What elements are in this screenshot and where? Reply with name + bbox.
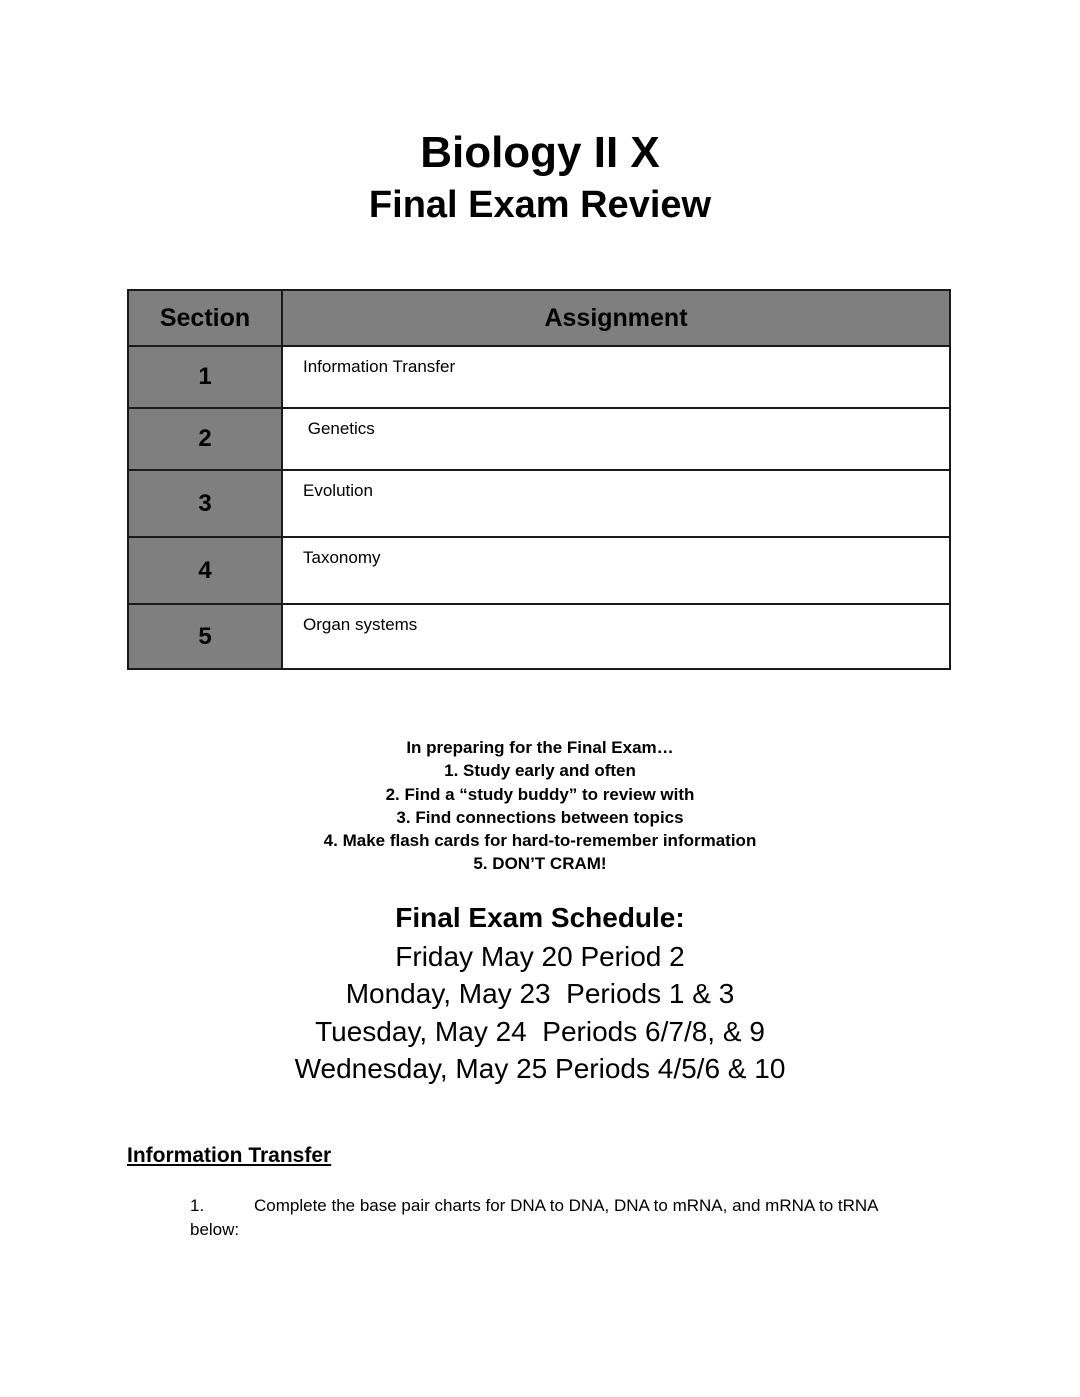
table-row xyxy=(128,470,950,537)
tip-item: 1. Study early and often xyxy=(444,761,636,781)
question-item xyxy=(190,1194,930,1241)
assignment-cell: Information Transfer xyxy=(282,346,950,408)
schedule-line: Friday May 20 Period 2 xyxy=(395,941,685,972)
tip-item: 4. Make flash cards for hard-to-remember information xyxy=(323,831,757,851)
schedule-line: Wednesday, May 25 Periods 4/5/6 & 10 xyxy=(294,1052,786,1084)
table-row xyxy=(128,346,950,408)
assignment-cell: Organ systems xyxy=(282,604,950,669)
section-number: 4 xyxy=(128,537,282,604)
document-title: Biology II X xyxy=(420,128,660,177)
table-row xyxy=(128,604,950,669)
preparation-heading: In preparing for the Final Exam… xyxy=(406,738,674,757)
table-row xyxy=(128,408,950,470)
question-text: Complete the base pair charts for DNA to DNA, DNA to mRNA, and mRNA to tRNA below: xyxy=(190,1196,878,1239)
sections-table xyxy=(127,289,951,670)
section-number: 3 xyxy=(128,470,282,537)
document-subtitle: Final Exam Review xyxy=(368,184,712,226)
assignment-cell: Taxonomy xyxy=(282,537,950,604)
section-number: 2 xyxy=(128,408,282,470)
column-header-section: Section xyxy=(128,290,282,346)
schedule-heading: Final Exam Schedule: xyxy=(395,902,685,933)
tip-item: 2. Find a “study buddy” to review with xyxy=(385,784,695,804)
question-number: 1. xyxy=(190,1196,205,1215)
tip-item: 3. Find connections between topics xyxy=(396,807,684,827)
schedule-line: Monday, May 23 Periods 1 & 3 xyxy=(345,978,735,1010)
table-row xyxy=(128,537,950,604)
table-header-row xyxy=(128,290,950,346)
tip-item: 5. DON’T CRAM! xyxy=(473,854,607,874)
section-number: 1 xyxy=(128,346,282,408)
schedule-line: Tuesday, May 24 Periods 6/7/8, & 9 xyxy=(315,1015,765,1047)
column-header-assignment: Assignment xyxy=(282,290,950,346)
section-heading-information-transfer: Information Transfer xyxy=(127,1144,332,1167)
exam-schedule xyxy=(0,898,1080,1087)
assignment-cell: Evolution xyxy=(282,470,950,537)
section-number: 5 xyxy=(128,604,282,669)
preparation-tips xyxy=(0,736,1080,876)
assignment-cell: Genetics xyxy=(282,408,950,470)
